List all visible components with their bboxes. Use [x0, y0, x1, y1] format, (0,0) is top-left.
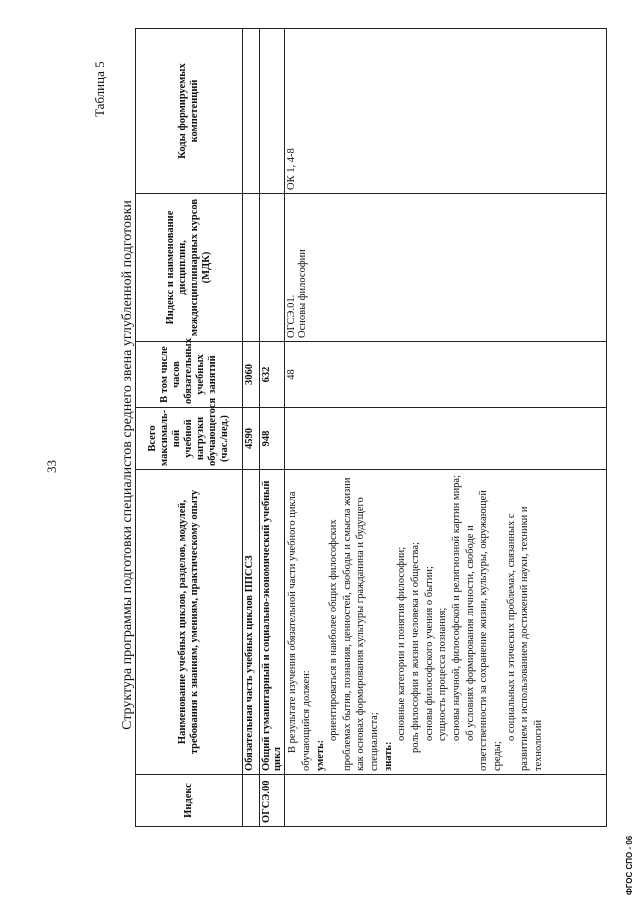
know-item: основы философского учения о бытии;	[423, 566, 435, 741]
table-title: Структура программы подготовки специалистов среднего звена углубленной подготовки	[120, 200, 135, 730]
cell-empty	[260, 29, 285, 194]
table-row-mandatory	[243, 29, 260, 827]
know-item: о социальных и этических проблемах, связанных с развитием и использованием достижений науки, техники и технологий	[505, 506, 544, 771]
table-row-philosophy	[285, 29, 607, 827]
cell-empty	[243, 29, 260, 194]
cell-empty	[260, 194, 285, 342]
know-item: роль философии в жизни человека и общества;	[410, 542, 422, 753]
ogse-hours: 632	[260, 342, 285, 408]
header-mandatory-hours: В том числе часов обязательных учебных занятий	[136, 342, 243, 408]
header-row	[136, 29, 243, 827]
philosophy-hours: 48	[285, 342, 607, 408]
header-competencies: Коды формируемых компетенций	[136, 29, 243, 194]
know-item: основы научной, философской и религиозной картин мира;	[450, 474, 462, 741]
can-item: ориентироваться в наиболее общих философских проблемах бытия, познания, ценностей, свободы и смысла жизни как основах формирования культуры гражданина и будущего специалиста;	[328, 477, 381, 771]
table-row-ogse	[260, 29, 285, 827]
competency-codes: ОК 1, 4-8	[285, 29, 607, 194]
can-label: уметь:	[314, 739, 326, 771]
structure-table	[135, 28, 607, 827]
ogse-index: ОГСЭ.00	[260, 775, 285, 827]
mandatory-max-load: 4590	[243, 408, 260, 470]
header-discipline: Индекс и наименование дисциплин, междисциплинарных курсов (МДК)	[136, 194, 243, 342]
ogse-max-load: 948	[260, 408, 285, 470]
table-number: Таблица 5	[92, 61, 107, 117]
page-number: 33	[44, 460, 59, 473]
header-name: Наименование учебных циклов, разделов, модулей, требования к знаниям, умениям, практическому опыту	[136, 470, 243, 775]
cell-empty	[285, 408, 607, 470]
mandatory-hours: 3060	[243, 342, 260, 408]
header-max-load: Всего максималь-ной учебной нагрузки обучающегося (час./нед.)	[136, 408, 243, 470]
know-item: сущность процесса познания;	[437, 607, 449, 741]
structure-table-container	[135, 29, 607, 827]
requirements-intro: В результате изучения обязательной части учебного цикла обучающийся должен:	[287, 491, 312, 771]
header-index: Индекс	[136, 775, 243, 827]
ogse-title: Общий гуманитарный и социально-экономический учебный цикл	[260, 470, 285, 775]
requirements-cell	[285, 470, 607, 775]
discipline-code: ОГСЭ.01.	[286, 294, 298, 338]
know-label: знать:	[382, 741, 394, 771]
mandatory-part-label: Обязательная часть учебных циклов ППССЗ	[243, 470, 260, 775]
footer-code: ФГОС СПО - 06	[625, 835, 634, 895]
cell-empty	[243, 775, 260, 827]
know-item: основные категории и понятия философии;	[396, 546, 408, 741]
discipline-name: Основы философии	[297, 249, 309, 338]
cell-empty	[243, 194, 260, 342]
discipline-cell	[285, 194, 607, 342]
cell-empty	[285, 775, 607, 827]
know-item: об условиях формирования личности, свободе и ответственности за сохранение жизни, культуры, окружающей среды;	[464, 490, 503, 771]
